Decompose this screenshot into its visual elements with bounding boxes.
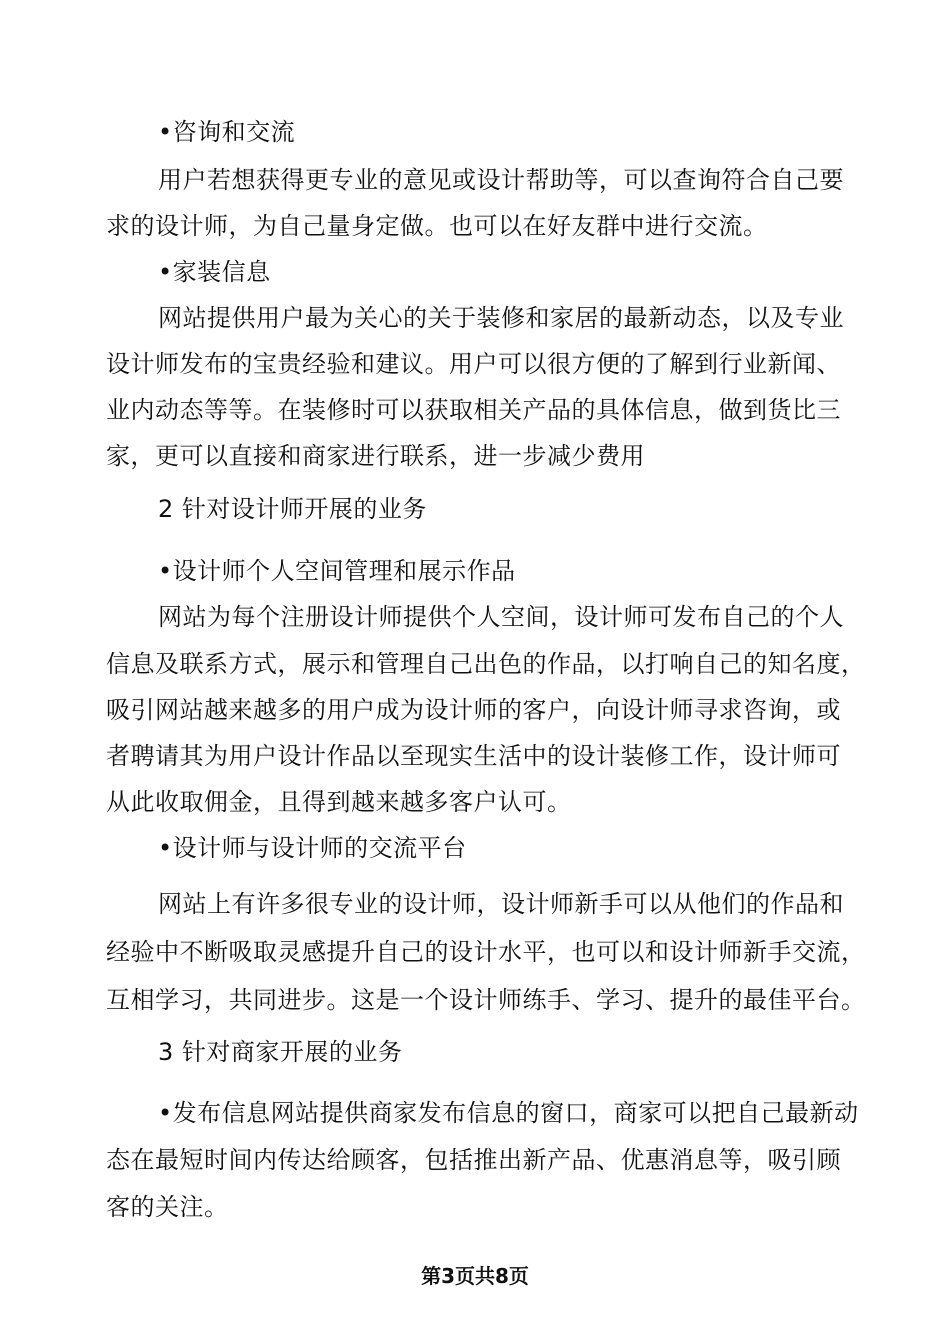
paragraph-line: 信息及联系方式，展示和管理自己出色的作品，以打响自己的知名度， [106, 650, 866, 678]
bullet-heading-publish-info: •发布信息网站提供商家发布信息的窗口，商家可以把自己最新动 [158, 1099, 859, 1127]
paragraph-line: 态在最短时间内传达给顾客，包括推出新产品、优惠消息等，吸引顾 [106, 1146, 841, 1174]
paragraph-line: 经验中不断吸取灵感提升自己的设计水平，也可以和设计师新手交流， [106, 938, 866, 966]
paragraph-line: 用户若想获得更专业的意见或设计帮助等，可以查询符合自己要 [158, 166, 844, 194]
paragraph-line: 网站为每个注册设计师提供个人空间，设计师可发布自己的个人 [158, 603, 844, 631]
section-heading-designer: 2 针对设计师开展的业务 [158, 495, 427, 523]
paragraph-line: 家，更可以直接和商家进行联系，进一步减少费用 [106, 442, 645, 470]
paragraph-line: 网站提供用户最为关心的关于装修和家居的最新动态，以及专业 [158, 304, 844, 332]
paragraph-line: 客的关注。 [106, 1193, 229, 1221]
page-number: 第3页共8页 [421, 1264, 529, 1288]
paragraph-line: 业内动态等等。在装修时可以获取相关产品的具体信息，做到货比三 [106, 396, 841, 424]
bullet-heading-consult: •咨询和交流 [158, 118, 296, 146]
paragraph-line: 设计师发布的宝贵经验和建议。用户可以很方便的了解到行业新闻、 [106, 350, 841, 378]
paragraph-line: 互相学习，共同进步。这是一个设计师练手、学习、提升的最佳平台。 [106, 986, 866, 1014]
paragraph-line: 从此收取佣金，且得到越来越多客户认可。 [106, 788, 572, 816]
paragraph-line: 者聘请其为用户设计作品以至现实生活中的设计装修工作，设计师可 [106, 742, 841, 770]
bullet-heading-designer-exchange: •设计师与设计师的交流平台 [158, 834, 467, 862]
paragraph-line: 网站上有许多很专业的设计师，设计师新手可以从他们的作品和 [158, 890, 844, 918]
section-heading-merchant: 3 针对商家开展的业务 [158, 1038, 403, 1066]
bullet-heading-home-info: •家装信息 [158, 258, 271, 286]
bullet-heading-designer-space: •设计师个人空间管理和展示作品 [158, 557, 516, 585]
paragraph-line: 吸引网站越来越多的用户成为设计师的客户，向设计师寻求咨询，或 [106, 696, 841, 724]
paragraph-line: 求的设计师，为自己量身定做。也可以在好友群中进行交流。 [106, 212, 768, 240]
